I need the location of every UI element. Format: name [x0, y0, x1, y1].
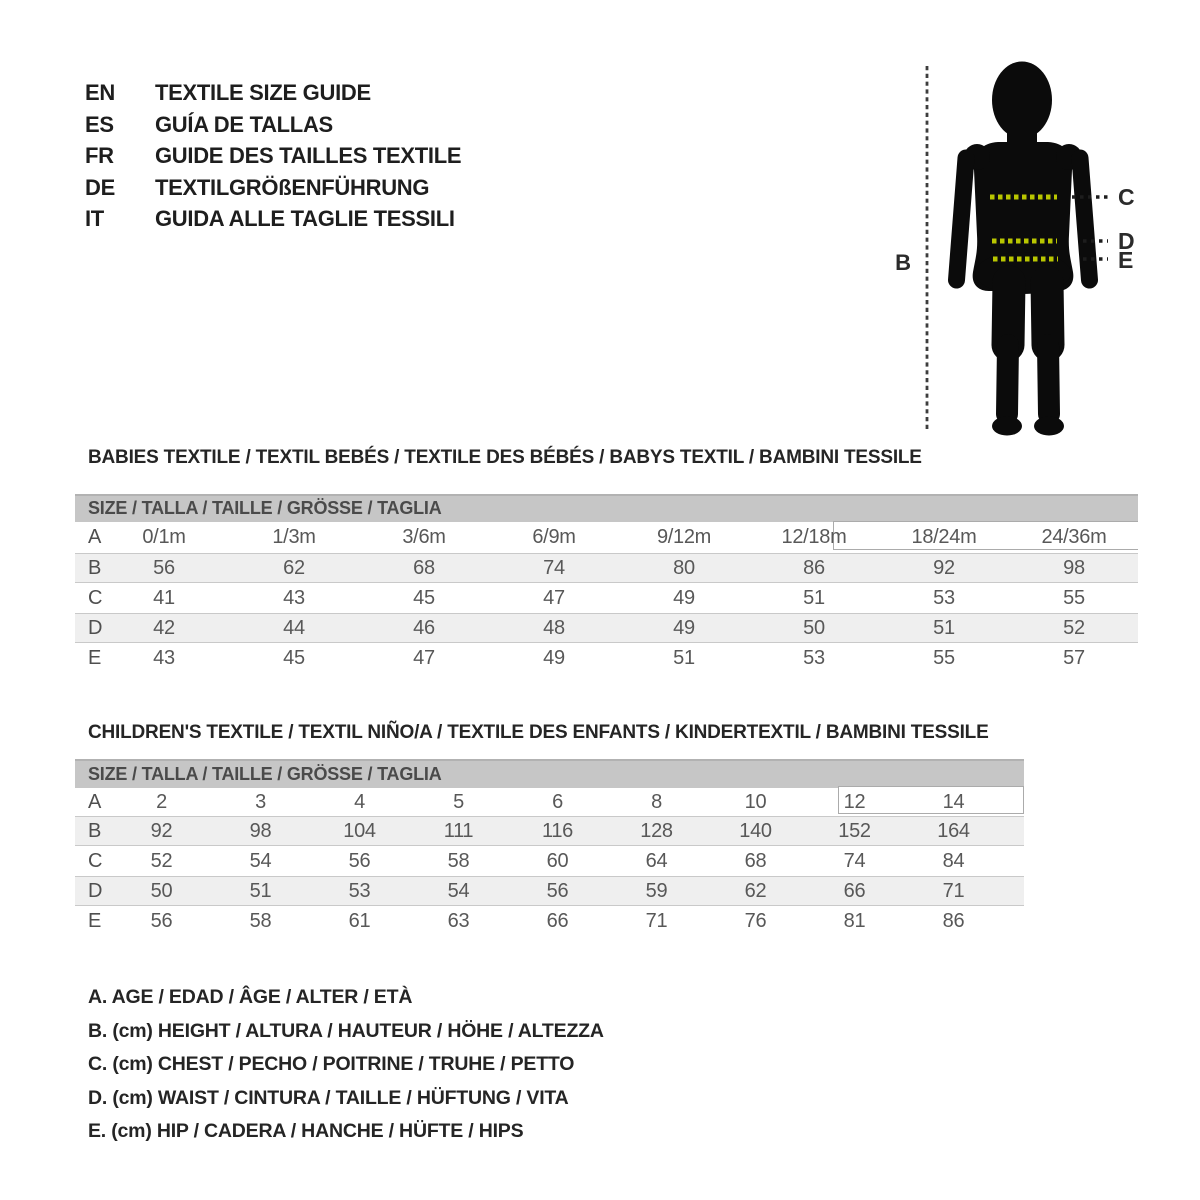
table-cell: 45 — [413, 586, 435, 609]
table-cell: 58 — [447, 849, 470, 872]
table-cell: 6/9m — [532, 526, 576, 548]
table-row-B — [75, 816, 1024, 846]
row-label: C — [88, 586, 103, 609]
table-cell: 24/36m — [1041, 526, 1107, 548]
table-cell: 152 — [838, 819, 871, 842]
table-cell: 62 — [283, 556, 305, 579]
table-cell: 61 — [348, 909, 371, 932]
table-cell: 41 — [153, 586, 175, 609]
language-title: TEXTILGRÖßENFÜHRUNG — [155, 174, 430, 200]
children-size-table — [75, 759, 1024, 936]
table-cell: 8 — [651, 790, 662, 813]
table-cell: 4 — [354, 790, 365, 813]
table-cell: 51 — [933, 616, 955, 639]
row-label: D — [88, 879, 103, 902]
table-cell: 92 — [933, 556, 955, 579]
table-cell: 50 — [150, 879, 173, 902]
table-cell: 53 — [803, 646, 825, 669]
legend-line: E. (cm) HIP / CADERA / HANCHE / HÜFTE / HIPS — [88, 1120, 524, 1142]
table-cell: 111 — [443, 819, 474, 842]
table-cell: 92 — [150, 819, 173, 842]
table-cell: 53 — [933, 586, 955, 609]
table-cell: 51 — [803, 586, 825, 609]
table-cell: 14 — [942, 790, 965, 813]
table-cell: 59 — [645, 879, 668, 902]
table-cell: 140 — [739, 819, 772, 842]
language-title: GUÍA DE TALLAS — [155, 111, 333, 137]
table-cell: 76 — [744, 909, 767, 932]
table-cell: 3 — [255, 790, 266, 813]
table-row-D — [75, 876, 1024, 906]
row-label: C — [88, 849, 103, 872]
table-cell: 98 — [249, 819, 272, 842]
table-cell: 64 — [645, 849, 668, 872]
label-d: D — [1118, 228, 1135, 254]
babies-size-table — [75, 494, 1138, 673]
table-row-E — [75, 906, 1024, 936]
table-cell: 51 — [249, 879, 272, 902]
table-cell: 5 — [453, 790, 464, 813]
table-cell: 74 — [543, 556, 565, 579]
table-cell: 68 — [744, 849, 767, 872]
table-cell: 9/12m — [656, 526, 712, 548]
table-cell: 55 — [933, 646, 955, 669]
table-cell: 12/18m — [781, 526, 847, 548]
row-label: D — [88, 616, 103, 639]
table-row-B — [75, 553, 1138, 583]
table-cell: 52 — [150, 849, 173, 872]
table-cell: 12 — [843, 790, 866, 813]
table-cell: 71 — [942, 879, 965, 902]
language-title: GUIDA ALLE TAGLIE TESSILI — [155, 206, 455, 231]
row-label: B — [88, 556, 102, 579]
table-cell: 58 — [249, 909, 272, 932]
table-cell: 49 — [543, 646, 565, 669]
table-cell: 54 — [447, 879, 470, 902]
table-cell: 54 — [249, 849, 272, 872]
table-cell: 57 — [1063, 646, 1085, 669]
table-row-A — [75, 788, 1024, 816]
table-cell: 49 — [673, 586, 695, 609]
table-row-C — [75, 583, 1138, 613]
language-code: DE — [85, 174, 115, 200]
table-row-D — [75, 613, 1138, 643]
row-label: A — [88, 526, 102, 548]
measurement-legend — [88, 981, 604, 1149]
table-cell: 42 — [153, 616, 175, 639]
table-cell: 50 — [803, 616, 825, 639]
row-label: A — [88, 790, 102, 813]
table-row-E — [75, 643, 1138, 673]
table-cell: 81 — [843, 909, 866, 932]
babies-section-title: BABIES TEXTILE / TEXTIL BEBÉS / TEXTILE DES BÉBÉS / BABYS TEXTIL / BAMBINI TESSILE — [88, 447, 922, 468]
child-measurement-figure — [855, 48, 1200, 448]
table-cell: 68 — [413, 556, 435, 579]
language-code: ES — [85, 111, 114, 137]
row-label: E — [88, 646, 102, 669]
table-cell: 47 — [413, 646, 435, 669]
table-cell: 128 — [640, 819, 673, 842]
table-cell: 51 — [673, 646, 695, 669]
size-table-header-label: SIZE / TALLA / TAILLE / GRÖSSE / TAGLIA — [88, 764, 442, 784]
table-cell: 164 — [937, 819, 970, 842]
legend-line: B. (cm) HEIGHT / ALTURA / HAUTEUR / HÖHE / ALTEZZA — [88, 1019, 604, 1042]
table-cell: 80 — [673, 556, 695, 579]
table-cell: 3/6m — [402, 526, 446, 548]
table-cell: 66 — [843, 879, 866, 902]
table-cell: 47 — [543, 586, 565, 609]
table-cell: 104 — [343, 819, 376, 842]
size-table-header-label: SIZE / TALLA / TAILLE / GRÖSSE / TAGLIA — [88, 498, 442, 518]
language-code: EN — [85, 80, 115, 105]
table-cell: 84 — [942, 849, 965, 872]
language-list — [85, 77, 461, 235]
legend-line: D. (cm) WAIST / CINTURA / TAILLE / HÜFTUNG / VITA — [88, 1086, 569, 1109]
row-label: E — [88, 909, 102, 932]
child-silhouette-icon — [957, 62, 1090, 436]
language-code: IT — [85, 206, 104, 231]
table-cell: 53 — [348, 879, 371, 902]
label-e: E — [1118, 247, 1134, 273]
table-cell: 2 — [156, 790, 167, 813]
label-b: B — [895, 250, 911, 275]
table-cell: 43 — [283, 586, 305, 609]
table-cell: 46 — [413, 616, 435, 639]
size-table-header-bar — [75, 759, 1024, 788]
language-title: TEXTILE SIZE GUIDE — [155, 80, 371, 105]
table-cell: 0/1m — [142, 526, 186, 548]
label-c: C — [1118, 184, 1135, 210]
table-cell: 74 — [843, 849, 866, 872]
table-cell: 56 — [153, 556, 175, 579]
table-cell: 116 — [542, 819, 573, 842]
table-cell: 52 — [1063, 616, 1085, 639]
table-cell: 1/3m — [272, 526, 316, 548]
table-cell: 43 — [153, 646, 175, 669]
table-cell: 86 — [803, 556, 825, 579]
size-table-header-bar — [75, 494, 1138, 522]
table-cell: 45 — [283, 646, 305, 669]
table-cell: 48 — [543, 616, 565, 639]
table-cell: 56 — [546, 879, 569, 902]
legend-line: A. AGE / EDAD / ÂGE / ALTER / ETÀ — [88, 986, 413, 1008]
table-row-C — [75, 846, 1024, 876]
table-cell: 62 — [744, 879, 767, 902]
table-cell: 49 — [673, 616, 695, 639]
table-cell: 6 — [552, 790, 563, 813]
row-label: B — [88, 819, 102, 842]
language-title: GUIDE DES TAILLES TEXTILE — [155, 143, 462, 168]
table-cell: 56 — [348, 849, 371, 872]
table-cell: 56 — [150, 909, 173, 932]
language-code: FR — [85, 143, 114, 168]
table-cell: 18/24m — [911, 526, 977, 548]
table-row-A — [75, 522, 1138, 553]
table-cell: 66 — [546, 909, 569, 932]
table-cell: 44 — [283, 616, 305, 639]
table-cell: 98 — [1063, 556, 1085, 579]
table-cell: 86 — [942, 909, 965, 932]
table-cell: 63 — [447, 909, 470, 932]
children-section-title: CHILDREN'S TEXTILE / TEXTIL NIÑO/A / TEXTILE DES ENFANTS / KINDERTEXTIL / BAMBINI TESSILE — [88, 722, 989, 743]
table-cell: 10 — [744, 790, 767, 813]
table-cell: 55 — [1063, 586, 1085, 609]
legend-line: C. (cm) CHEST / PECHO / POITRINE / TRUHE / PETTO — [88, 1053, 575, 1075]
table-cell: 71 — [645, 909, 668, 932]
table-cell: 60 — [546, 849, 569, 872]
